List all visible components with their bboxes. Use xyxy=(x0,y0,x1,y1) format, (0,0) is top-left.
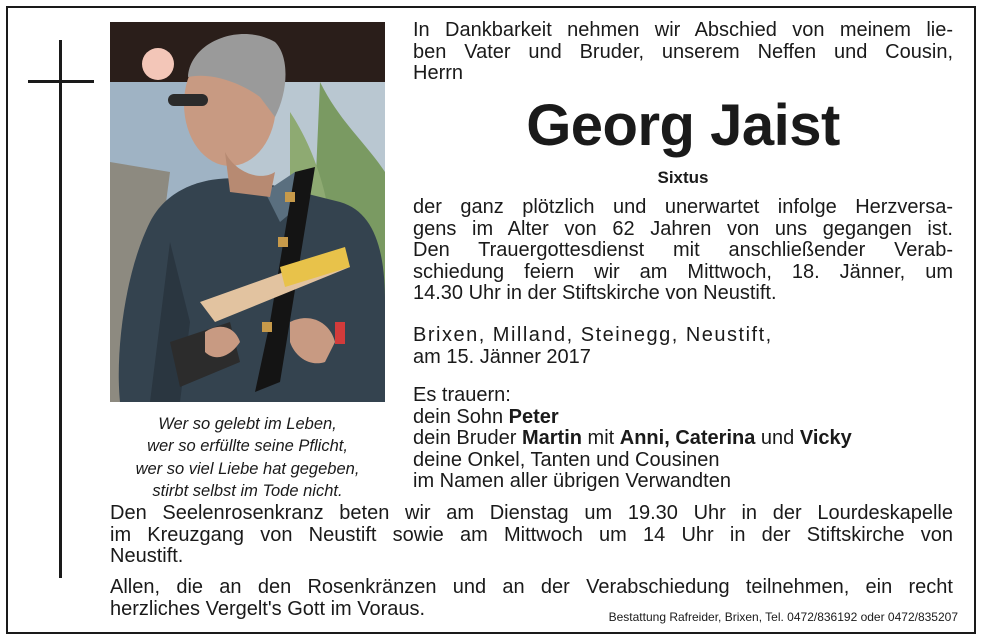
text-line: schiedung feiern wir am Mittwoch, 18. Jänner, um xyxy=(413,260,953,283)
text-line: Den Seelenrosenkranz beten wir am Dienstag um 19.30 Uhr in der Lourdeskapelle xyxy=(110,502,953,524)
death-description xyxy=(413,197,953,305)
poem-line: wer so erfüllte seine Pflicht, xyxy=(147,437,348,456)
text-line: herzliches Vergelt's Gott im Voraus. xyxy=(110,597,426,620)
text-line: der ganz plötzlich und unerwartet infolge Herzversa- xyxy=(413,196,953,218)
mourner-son xyxy=(413,407,953,429)
mourner-relatives: deine Onkel, Tanten und Cousinen xyxy=(413,448,720,471)
text-line: Allen, die an den Rosenkränzen und an der Verabschiedung teilnehmen, ein recht xyxy=(110,576,953,598)
brother-name: Martin xyxy=(521,427,582,450)
mourner-brother xyxy=(413,428,953,450)
brother-prefix: dein Bruder xyxy=(413,427,517,450)
son-prefix: dein Sohn xyxy=(413,405,504,428)
text-line: ben Vater und Bruder, unserem Neffen und Cousin, xyxy=(413,40,953,63)
text-line: im Kreuzgang von Neustift sowie am Mittwoch um 14 Uhr in der Stiftskirche von xyxy=(110,523,953,546)
mourners-list xyxy=(413,385,953,493)
mourners-header: Es trauern: xyxy=(413,384,511,406)
place-date xyxy=(413,325,953,368)
text-line: 14.30 Uhr in der Stiftskirche von Neustift. xyxy=(413,282,777,305)
other-names: Anni, Caterina xyxy=(619,427,756,450)
memorial-poem xyxy=(110,413,385,502)
text-line: Den Trauergottesdienst mit anschließender Verab- xyxy=(413,239,953,262)
poem-line: wer so viel Liebe hat gegeben, xyxy=(135,459,360,478)
last-name: Vicky xyxy=(799,427,852,450)
text-line: In Dankbarkeit nehmen wir Abschied von meinem lie- xyxy=(413,19,953,41)
intro-text xyxy=(413,20,953,85)
and-word: und xyxy=(760,427,795,450)
poem-line: Wer so gelebt im Leben, xyxy=(158,415,337,433)
portrait-photo xyxy=(110,22,385,402)
funeral-home-info: Bestattung Rafreider, Brixen, Tel. 0472/836192 oder 0472/835207 xyxy=(608,610,958,624)
text-line: gens im Alter von 62 Jahren von uns gegangen ist. xyxy=(413,217,953,240)
text-line: Herrn xyxy=(413,62,464,85)
deceased-name: Georg Jaist xyxy=(526,93,840,158)
mourner-all: im Namen aller übrigen Verwandten xyxy=(413,470,731,493)
places-line: Brixen, Milland, Steinegg, Neustift, xyxy=(413,324,773,346)
date-line: am 15. Jänner 2017 xyxy=(413,345,591,368)
rosary-announcement xyxy=(110,503,953,568)
deceased-nickname: Sixtus xyxy=(657,168,709,187)
son-name: Peter xyxy=(508,405,559,428)
text-line: Neustift. xyxy=(110,545,184,568)
with-word: mit xyxy=(587,427,615,450)
poem-line: stirbt selbst im Tode nicht. xyxy=(152,481,343,500)
